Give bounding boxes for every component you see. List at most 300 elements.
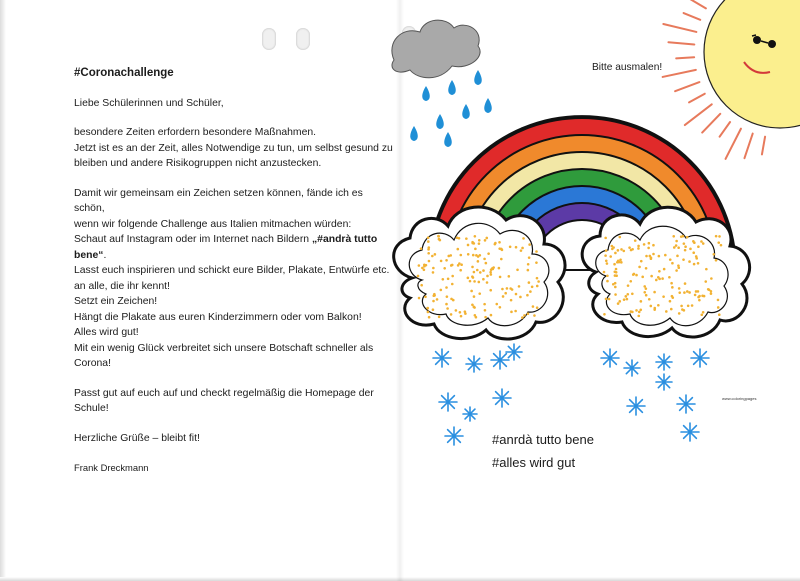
cloud-dot (498, 267, 501, 270)
cloud-dot (477, 255, 480, 258)
cloud-dot (451, 264, 454, 267)
cloud-dot (650, 256, 653, 259)
cloud-dot (471, 242, 474, 245)
letter-line: bleiben und andere Risikogruppen nicht anzustecken. (74, 158, 322, 169)
sun-ray (683, 0, 705, 8)
cloud-dot (523, 314, 526, 317)
cloud-dot (487, 252, 490, 255)
cloud-dot (510, 311, 513, 314)
cloud-dot (504, 292, 507, 295)
cloud-dot (536, 306, 539, 309)
cloud-dot (489, 271, 492, 274)
cloud-dot (653, 291, 656, 294)
cloud-dot (473, 280, 476, 283)
cloud-dot (671, 295, 674, 298)
letter-line: wenn wir folgende Challenge aus Italien mitmachen würden: (74, 218, 352, 230)
cloud-dot (684, 282, 687, 285)
cloud-dot (528, 243, 531, 246)
cloud-dot (624, 295, 627, 298)
cloud-dot (638, 266, 641, 269)
letter-line: Hängt die Plakate aus euren Kinderzimmern oder vom Balkon! (74, 311, 362, 323)
cloud-dot (717, 306, 720, 309)
cloud-dot (664, 254, 667, 257)
cloud-dot (533, 314, 536, 317)
cloud-dot (431, 255, 434, 258)
cloud-dot (527, 312, 530, 315)
cloud-dot (665, 310, 668, 313)
raindrop (422, 86, 430, 101)
letter-line: Lasst euch inspirieren und schickt eure Bilder, Plakate, Entwürfe etc. (74, 265, 390, 276)
cloud-dot (509, 246, 512, 249)
cloud-dot (718, 313, 721, 316)
cloud-dot (537, 280, 540, 283)
cloud-dot (686, 236, 689, 239)
cloud-dot (613, 270, 616, 273)
cloud-dot (471, 266, 474, 269)
cloud-dot (467, 277, 470, 280)
cloud-dot (629, 280, 632, 283)
cloud-dot (675, 240, 678, 243)
cloud-dot (720, 244, 723, 247)
cloud-left-icon (394, 207, 565, 339)
cloud-dot (476, 269, 479, 272)
cloud-dot (474, 248, 477, 251)
letter-hashtag-bold: „#andrà tutto bene“ (74, 234, 378, 261)
cloud-dot (438, 238, 441, 241)
cloud-dot (529, 290, 532, 293)
cloud-dot (672, 235, 675, 238)
cloud-dot (486, 281, 489, 284)
cloud-dot (717, 299, 720, 302)
cloud-dot (678, 291, 681, 294)
cloud-dot (678, 312, 681, 315)
cloud-dot (628, 246, 631, 249)
cloud-dot (520, 249, 523, 252)
cloud-dot (637, 245, 640, 248)
cloud-dot (652, 244, 655, 247)
cloud-dot (680, 305, 683, 308)
cloud-dot (605, 249, 608, 252)
cloud-dot (606, 274, 609, 277)
cloud-dot (417, 275, 420, 278)
raindrop (410, 126, 418, 141)
cloud-dot (484, 316, 487, 319)
cloud-dot (611, 248, 614, 251)
sun-ray (762, 137, 765, 155)
cloud-dot (673, 246, 676, 249)
cloud-dot (485, 237, 488, 240)
cloud-dot (486, 275, 489, 278)
cloud-dot (611, 245, 614, 248)
cloud-dot (438, 316, 441, 319)
sun-ray (675, 82, 699, 91)
cloud-dot (650, 275, 653, 278)
cloud-dot (691, 304, 694, 307)
cloud-dot (515, 246, 518, 249)
cloud-dot (490, 273, 493, 276)
cloud-dot (527, 269, 530, 272)
cloud-dot (494, 243, 497, 246)
cloud-dot (619, 258, 622, 261)
cloud-dot (613, 263, 616, 266)
cloud-dot (510, 299, 513, 302)
cloud-dot (535, 250, 538, 253)
cloud-dot (702, 242, 705, 245)
letter-line: an alle, die ihr kennt! (74, 280, 170, 292)
letter-line: Passt gut auf euch auf und checkt regelmäßig die Homepage der (74, 387, 374, 399)
cloud-dot (455, 309, 458, 312)
cloud-dot (528, 281, 531, 284)
cloud-dot (423, 264, 426, 267)
cloud-dot (649, 305, 652, 308)
cloud-dot (472, 254, 475, 257)
cloud-dot (614, 293, 617, 296)
cloud-dot (614, 252, 617, 255)
cloud-dot (469, 280, 472, 283)
cloud-dot (657, 304, 660, 307)
letter-line: Corona! (74, 358, 111, 369)
cloud-dot (631, 292, 634, 295)
cloud-dot (635, 309, 638, 312)
cloud-dot (420, 247, 423, 250)
cloud-dot (606, 280, 609, 283)
cloud-dot (479, 271, 482, 274)
cloud-dot (705, 268, 708, 271)
cloud-dot (648, 242, 651, 245)
sun-ray (726, 129, 741, 159)
cloud-dot (495, 303, 498, 306)
cloud-dot (472, 306, 475, 309)
cloud-dot (478, 239, 481, 242)
cloud-dot (459, 254, 462, 257)
letter-closing: Herzliche Grüße – bleibt fit! (74, 432, 200, 444)
cloud-dot (717, 241, 720, 244)
grey-cloud (392, 20, 480, 78)
cloud-dot (617, 249, 620, 252)
cloud-dot (658, 255, 661, 258)
cloud-dot (700, 240, 703, 243)
raindrop (484, 98, 492, 113)
cloud-dot (477, 260, 480, 263)
cloud-dot (702, 311, 705, 314)
cloud-dot (695, 257, 698, 260)
cloud-dot (640, 300, 643, 303)
source-watermark: www.coloringpages (722, 396, 757, 401)
cloud-dot (492, 266, 495, 269)
cloud-dot (459, 269, 462, 272)
letter-line: Damit wir gemeinsam ein Zeichen setzen können, fände ich es schön, (74, 187, 363, 214)
cloud-dot (710, 292, 713, 295)
cloud-dot (445, 286, 448, 289)
cloud-dot (536, 277, 539, 280)
cloud-dot (485, 262, 488, 265)
cloud-dot (500, 258, 503, 261)
cloud-dot (521, 316, 524, 319)
cloud-dot (694, 294, 697, 297)
cloud-dot (450, 298, 453, 301)
cloud-dot (645, 255, 648, 258)
cloud-dot (519, 296, 522, 299)
cloud-dot (426, 307, 429, 310)
cloud-dot (697, 296, 700, 299)
cloud-dot (671, 286, 674, 289)
cloud-dot (434, 253, 437, 256)
cloud-dot (693, 241, 696, 244)
cloud-dot (531, 285, 534, 288)
cloud-dot (707, 288, 710, 291)
cloud-dot (514, 310, 517, 313)
cloud-dot (645, 267, 648, 270)
cloud-dot (604, 254, 607, 257)
cloud-dot (473, 271, 476, 274)
cloud-dot (697, 262, 700, 265)
cloud-dot (458, 237, 461, 240)
sun-ray (663, 24, 696, 32)
cloud-dot (698, 299, 701, 302)
cloud-dot (527, 263, 530, 266)
cloud-dot (421, 267, 424, 270)
sun-ray (685, 104, 712, 125)
cloud-dot (474, 235, 477, 238)
rain-cloud-icon (392, 20, 492, 147)
cloud-dot (535, 261, 538, 264)
cloud-dot (436, 298, 439, 301)
cloud-dot (648, 298, 651, 301)
cloud-dot (612, 283, 615, 286)
cloud-dot (643, 285, 646, 288)
cloud-dot (626, 293, 629, 296)
cloud-dot (713, 253, 716, 256)
cloud-dot (634, 239, 637, 242)
cloud-dot (427, 311, 430, 314)
cloud-dot (447, 277, 450, 280)
cloud-dot (443, 267, 446, 270)
sun-ray (684, 13, 701, 20)
cloud-right-icon (582, 207, 749, 337)
cloud-dot (437, 235, 440, 238)
cloud-dot (663, 268, 666, 271)
cloud-dot (432, 300, 435, 303)
cloud-dot (427, 246, 430, 249)
cloud-dot (460, 263, 463, 266)
cloud-dot (509, 287, 512, 290)
letter-signature: Frank Dreckmann (74, 462, 149, 473)
cloud-dot (498, 241, 501, 244)
sun-disc (704, 0, 800, 128)
cloud-dot (640, 260, 643, 263)
cloud-dot (688, 291, 691, 294)
cloud-dot (515, 293, 518, 296)
cloud-dot (609, 255, 612, 258)
cloud-dot (501, 288, 504, 291)
cloud-dot (618, 236, 621, 239)
letter-line: Jetzt ist es an der Zeit, alles Notwendige zu tun, um selbst gesund zu (74, 142, 393, 154)
sun-ray (689, 94, 705, 103)
cloud-dot (424, 296, 427, 299)
cloud-dot (671, 262, 674, 265)
cloud-dot (632, 273, 635, 276)
hashtag-block (492, 428, 594, 474)
cloud-dot (689, 248, 692, 251)
cloud-dot (655, 279, 658, 282)
raindrop (462, 104, 470, 119)
cloud-dot (465, 237, 468, 240)
cloud-dot (516, 268, 519, 271)
cloud-dot (675, 269, 678, 272)
raindrop (448, 80, 456, 95)
cloud-dot (683, 291, 686, 294)
cloud-dot (605, 259, 608, 262)
cloud-dot (428, 316, 431, 319)
cloud-dot (446, 307, 449, 310)
cloud-dot (658, 270, 661, 273)
cloud-dot (528, 256, 531, 259)
cloud-dot (641, 276, 644, 279)
letter-line: Mit ein wenig Glück verbreitet sich unsere Botschaft schneller als (74, 342, 374, 354)
cloud-dot (501, 249, 504, 252)
cloud-dot (684, 245, 687, 248)
cloud-dot (460, 315, 463, 318)
cloud-dot (614, 274, 617, 277)
cloud-dot (603, 271, 606, 274)
cloud-dot (446, 295, 449, 298)
coloring-hint: Bitte ausmalen! (592, 62, 663, 73)
cloud-dot (614, 286, 617, 289)
cloud-dot (643, 291, 646, 294)
letter-line: Schule! (74, 403, 109, 414)
cloud-dot (478, 292, 481, 295)
cloud-dot (451, 275, 454, 278)
sun-ray (720, 122, 730, 137)
cloud-dot (467, 244, 470, 247)
cloud-dot (617, 260, 620, 263)
cloud-dot (652, 253, 655, 256)
cloud-dot (710, 277, 713, 280)
sun-ray (676, 57, 694, 58)
cloud-dot (682, 258, 685, 261)
cloud-dot (693, 263, 696, 266)
cloud-dot (630, 310, 633, 313)
cloud-dot (478, 281, 481, 284)
cloud-dot (518, 285, 521, 288)
cloud-dot (645, 294, 648, 297)
cloud-dot (464, 310, 467, 313)
cloud-dot (442, 278, 445, 281)
cloud-dot (499, 276, 502, 279)
cloud-dot (678, 287, 681, 290)
cloud-dot (440, 260, 443, 263)
sun-ray (702, 114, 720, 133)
sun-ray (663, 70, 696, 77)
sun-ray (744, 134, 752, 159)
cloud-dot (440, 289, 443, 292)
cloud-dot (658, 278, 661, 281)
cloud-dot (433, 293, 436, 296)
cloud-dot (498, 247, 501, 250)
cloud-dot (604, 237, 607, 240)
cloud-dot (697, 245, 700, 248)
cloud-dot (483, 258, 486, 261)
raindrop (474, 70, 482, 85)
cloud-dot (622, 250, 625, 253)
cloud-dot (620, 248, 623, 251)
letter-line: Alles wird gut! (74, 327, 139, 338)
cloud-dot (697, 290, 700, 293)
cloud-dot (432, 308, 435, 311)
cloud-dot (618, 300, 621, 303)
cloud-dot (526, 294, 529, 297)
cloud-dot (645, 287, 648, 290)
cloud-dot (623, 298, 626, 301)
cloud-dot (428, 260, 431, 263)
letter-line: Setzt ein Zeichen! (74, 296, 158, 307)
cloud-dot (653, 308, 656, 311)
cloud-dot (661, 277, 664, 280)
cloud-dot (669, 258, 672, 261)
cloud-dot (677, 266, 680, 269)
cloud-dot (683, 242, 686, 245)
cloud-dot (478, 242, 481, 245)
cloud-dot (451, 283, 454, 286)
cloud-dot (484, 309, 487, 312)
cloud-dot (432, 267, 435, 270)
cloud-dot (638, 311, 641, 314)
letter-line: besondere Zeiten erfordern besondere Maßnahmen. (74, 127, 317, 138)
cloud-dot (420, 284, 423, 287)
raindrop (436, 114, 444, 129)
cloud-dot (684, 249, 687, 252)
cloud-dot (718, 235, 721, 238)
cloud-dot (683, 309, 686, 312)
cloud-dot (668, 276, 671, 279)
cloud-dot (631, 248, 634, 251)
cloud-dot (675, 244, 678, 247)
cloud-dot (521, 247, 524, 250)
cloud-dot (508, 275, 511, 278)
cloud-dot (536, 285, 539, 288)
cloud-dot (471, 275, 474, 278)
cloud-dot (456, 248, 459, 251)
cloud-dot (686, 290, 689, 293)
cloud-dot (490, 314, 493, 317)
cloud-dot (639, 309, 642, 312)
cloud-dot (427, 236, 430, 239)
cloud-dot (532, 305, 535, 308)
letter-title: #Coronachallenge (74, 67, 174, 79)
cloud-dot (467, 253, 470, 256)
cloud-dot (635, 274, 638, 277)
hashtag-alles-wird-gut: #alles wird gut (492, 455, 576, 470)
cloud-dot (427, 252, 430, 255)
cloud-dot (682, 235, 685, 238)
letter-search-suffix: . (103, 249, 107, 261)
raindrop (444, 132, 452, 147)
cloud-dot (715, 259, 718, 262)
cloud-dot (627, 284, 630, 287)
cloud-dot (687, 304, 690, 307)
cloud-dot (482, 269, 485, 272)
cloud-dot (484, 239, 487, 242)
cloud-dot (692, 251, 695, 254)
cloud-dot (688, 260, 691, 263)
cloud-dot (522, 237, 525, 240)
cloud-dot (447, 255, 450, 258)
cloud-dot (489, 289, 492, 292)
cloud-dot (499, 306, 502, 309)
cloud-dot (700, 313, 703, 316)
cloud-dot (715, 235, 718, 238)
raindrops (410, 70, 492, 147)
